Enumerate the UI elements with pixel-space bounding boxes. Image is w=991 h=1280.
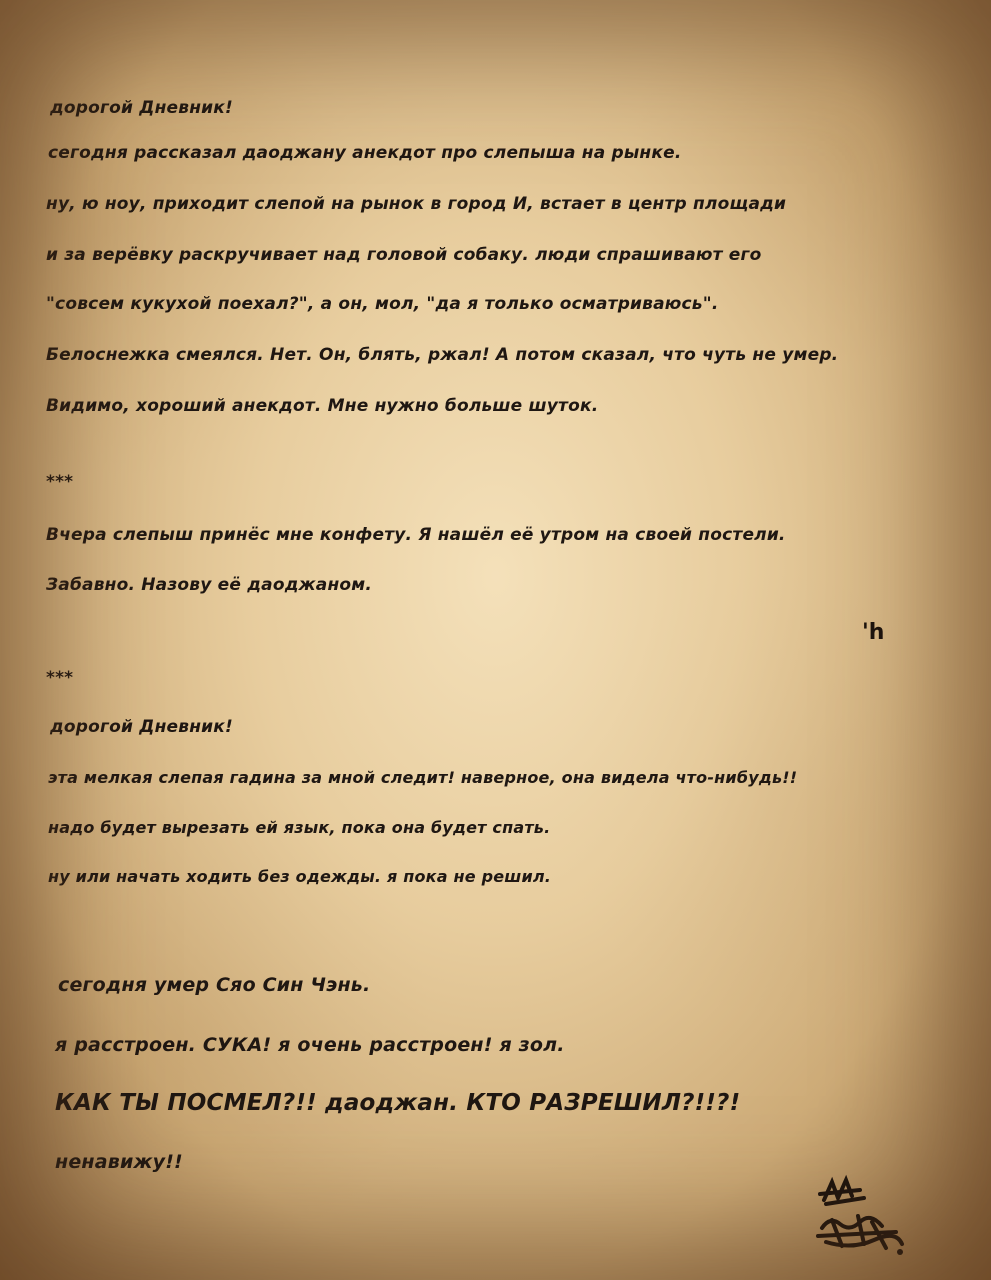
entry1-greeting: дорогой Дневник! — [50, 98, 233, 118]
entry3-line-2: надо будет вырезать ей язык, пока она будет спать. — [48, 818, 551, 837]
separator-2: *** — [46, 668, 74, 688]
entry1-line-4: "совсем кукухой поехал?", а он, мол, "да я только осматриваюсь". — [46, 294, 719, 314]
separator-1: *** — [46, 472, 74, 492]
entry1-line-5: Белоснежка смеялся. Нет. Он, блять, ржал! А потом сказал, что чуть не умер. — [46, 345, 839, 365]
side-mark: 'h — [862, 620, 885, 645]
entry4-line-3: КАК ТЫ ПОСМЕЛ?!! даоджан. КТО РАЗРЕШИЛ?!!?! — [55, 1090, 741, 1116]
scribbled-signature — [812, 1172, 912, 1262]
entry4-line-1: сегодня умер Сяо Син Чэнь. — [58, 974, 371, 996]
entry1-line-3: и за верёвку раскручивает над головой собаку. люди спрашивают его — [46, 245, 762, 265]
entry3-greeting: дорогой Дневник! — [50, 717, 233, 737]
entry1-line-6: Видимо, хороший анекдот. Мне нужно больше шуток. — [46, 396, 599, 416]
entry1-line-2: ну, ю ноу, приходит слепой на рынок в город И, встает в центр площади — [46, 194, 787, 214]
entry4-line-2: я расстроен. СУКА! я очень расстроен! я зол. — [55, 1034, 565, 1056]
entry3-line-3: ну или начать ходить без одежды. я пока не решил. — [48, 867, 552, 886]
entry2-line-1: Вчера слепыш принёс мне конфету. Я нашёл её утром на своей постели. — [46, 525, 786, 545]
entry3-line-1: эта мелкая слепая гадина за мной следит! наверное, она видела что-нибудь!! — [48, 768, 798, 787]
entry2-line-2: Забавно. Назову её даоджаном. — [46, 575, 373, 595]
entry1-line-1: сегодня рассказал даоджану анекдот про слепыша на рынке. — [48, 143, 682, 163]
entry4-line-4: ненавижу!! — [55, 1151, 183, 1173]
